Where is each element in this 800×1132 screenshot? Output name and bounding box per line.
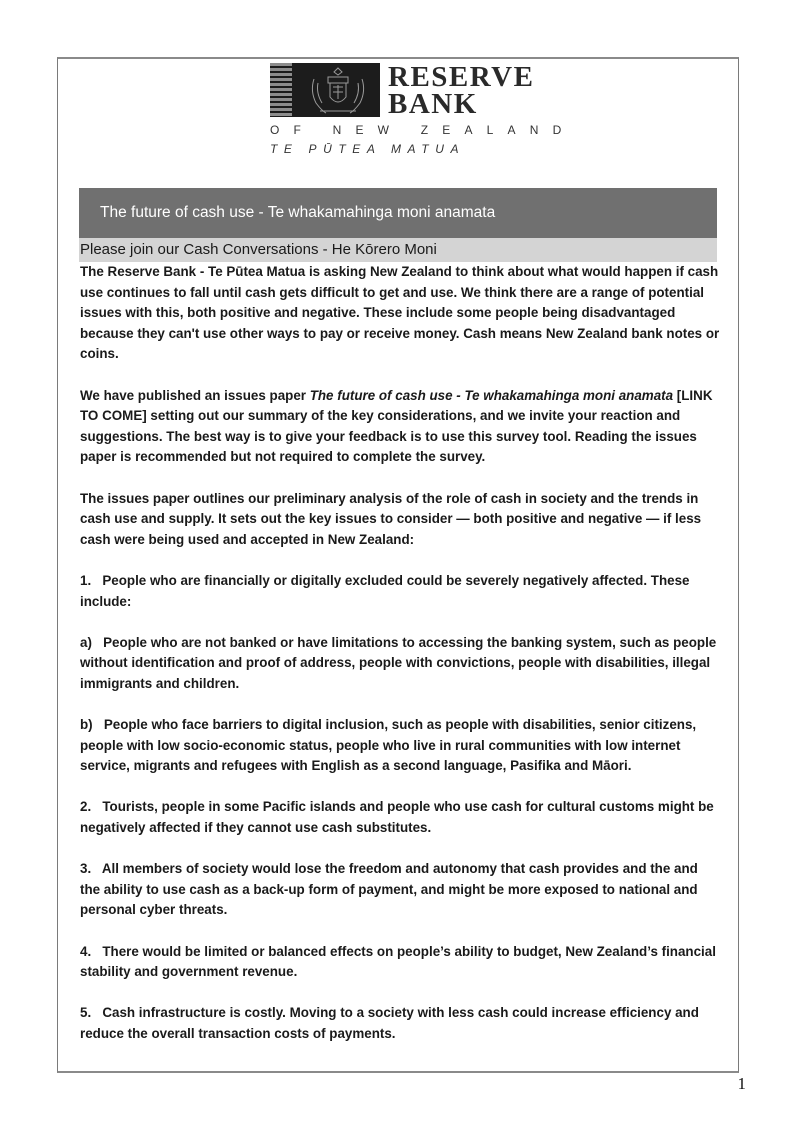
point-text: People who face barriers to digital inclusion, such as people with disabilities, senior citizens, people with low socio-economic status, people who live in rural communities with low internet service, migrants and refugees with English as a second language, Pasifika and Māori. xyxy=(80,717,697,774)
section-heading-bar xyxy=(79,238,717,262)
intro-paragraph: The Reserve Bank - Te Pūtea Matua is asking New Zealand to think about what would happen if cash use continues to fall until cash gets difficult to get and use. We think there are a range of potential issues with this, both positive and negative. These include some people being disadvantaged because they can't use other ways to pay or receive money. Cash means New Zealand bank notes or coins. xyxy=(80,264,720,362)
point-marker: 5. xyxy=(80,1005,92,1021)
point-5 xyxy=(80,1003,720,1044)
published-text-after: [LINK TO COME] setting out our summary of the key considerations, and we invite your reaction and suggestions. The best way is to give your feedback is to use this survey tool. Reading the issues paper is recommended but not required to complete the survey. xyxy=(80,387,713,465)
survey-title-bar xyxy=(79,188,717,238)
logo-stripes xyxy=(270,63,292,117)
point-marker: 3. xyxy=(80,861,92,877)
issues-paper-title: The future of cash use - Te whakamahinga moni anamata xyxy=(309,387,674,403)
logo-subtitle-maori: TE PŪTEA MATUA xyxy=(270,142,466,156)
logo-subtitle-english: OF NEW ZEALAND xyxy=(270,123,576,137)
survey-description xyxy=(80,262,720,1065)
published-paragraph xyxy=(80,386,720,468)
published-text-before: We have published an issues paper xyxy=(80,387,310,403)
point-marker: 4. xyxy=(80,943,92,959)
point-text: Tourists, people in some Pacific islands and people who use cash for cultural customs might be negatively affected if they cannot use cash substitutes. xyxy=(80,799,714,836)
survey-title: The future of cash use - Te whakamahinga moni anamata xyxy=(100,204,496,221)
point-text: People who are not banked or have limitations to accessing the banking system, such as people without identification and proof of address, people with convictions, people with disabilities, illegal immigrants and children. xyxy=(80,634,717,691)
point-marker: b) xyxy=(80,717,93,733)
section-heading: Please join our Cash Conversations - He Kōrero Moni xyxy=(80,241,437,258)
point-2 xyxy=(80,797,720,838)
point-b xyxy=(80,715,720,777)
point-marker: a) xyxy=(80,634,92,650)
point-4 xyxy=(80,942,720,983)
point-text: People who are financially or digitally excluded could be severely negatively affected. These include: xyxy=(80,572,690,609)
point-text: There would be limited or balanced effects on people’s ability to budget, New Zealand’s financial stability and government revenue. xyxy=(80,943,716,980)
point-3 xyxy=(80,859,720,921)
point-1 xyxy=(80,571,720,612)
reserve-bank-logo xyxy=(270,61,576,158)
point-marker: 2. xyxy=(80,799,92,815)
point-text: All members of society would lose the freedom and autonomy that cash provides and the and the ability to use cash as a back-up form of payment, and might be more exposed to national and personal cyber threats. xyxy=(80,861,698,918)
point-text: Cash infrastructure is costly. Moving to a society with less cash could increase efficiency and reduce the overall transaction costs of payments. xyxy=(80,1005,699,1041)
outline-paragraph: The issues paper outlines our preliminary analysis of the role of cash in society and the trends in cash use and supply. It sets out the key issues to consider — both positive and negative — if less cash were being used and accepted in New Zealand: xyxy=(80,490,702,547)
logo-word-reserve: RESERVE xyxy=(388,61,535,93)
logo-emblem xyxy=(270,63,380,117)
point-marker: 1. xyxy=(80,572,92,588)
point-a xyxy=(80,633,720,695)
logo-word-bank: BANK xyxy=(388,88,478,120)
coat-of-arms-icon xyxy=(300,65,376,115)
page-number: 1 xyxy=(737,1074,746,1093)
